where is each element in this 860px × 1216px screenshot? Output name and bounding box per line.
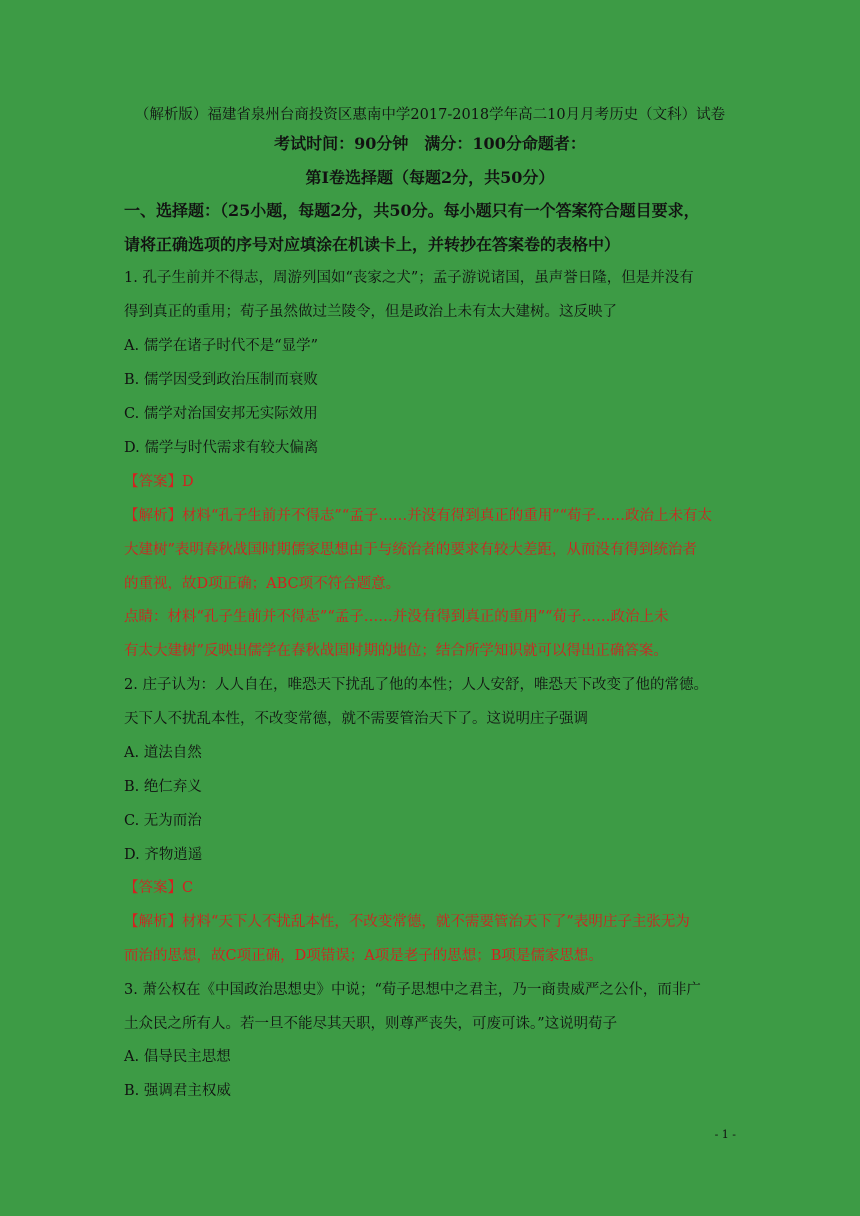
question-2-option-b: B. 绝仁弃义 bbox=[124, 779, 202, 795]
question-1-option-b: B. 儒学因受到政治压制而衰败 bbox=[124, 372, 318, 388]
question-2-answer: 【答案】C bbox=[124, 880, 194, 896]
question-3-option-b: B. 强调君主权威 bbox=[124, 1083, 231, 1099]
question-1-stem-line-2: 得到真正的重用；荀子虽然做过兰陵令，但是政治上未有太大建树。这反映了 bbox=[124, 304, 617, 320]
question-1-stem-line-1: 1. 孔子生前并不得志，周游列国如“丧家之犬”；孟子游说诸国，虽声誉日隆，但是并没有 bbox=[124, 270, 694, 286]
question-1-option-d: D. 儒学与时代需求有较大偏离 bbox=[124, 440, 319, 456]
question-1-option-c: C. 儒学对治国安邦无实际效用 bbox=[124, 406, 318, 422]
section-heading: 第Ⅰ卷选择题（每题2分，共50分） bbox=[305, 168, 555, 187]
question-3-stem-line-1: 3. 萧公权在《中国政治思想史》中说；“荀子思想中之君主，乃一商贵威严之公仆，而非广 bbox=[124, 982, 701, 998]
question-2-option-c: C. 无为而治 bbox=[124, 813, 202, 829]
document-title: （解析版）福建省泉州台商投资区惠南中学2017-2018学年高二10月月考历史（文科）试卷 bbox=[134, 107, 726, 123]
question-1-tip-line-1: 点睛：材料“孔子生前并不得志”“孟子……并没有得到真正的重用”“荀子……政治上未 bbox=[124, 609, 669, 625]
question-1-analysis-line-2: 大建树”表明春秋战国时期儒家思想由于与统治者的要求有较大差距，从而没有得到统治者 bbox=[124, 542, 697, 558]
question-2-analysis-line-1: 【解析】材料“天下人不扰乱本性，不改变常德，就不需要管治天下了”表明庄子主张无为 bbox=[124, 914, 690, 930]
instruction-line-2: 请将正确选项的序号对应填涂在机读卡上，并转抄在答案卷的表格中） bbox=[124, 235, 621, 254]
exam-info: 考试时间：90分钟 满分：100分命题者： bbox=[274, 134, 586, 153]
question-1-analysis-line-1: 【解析】材料“孔子生前并不得志”“孟子……并没有得到真正的重用”“荀子……政治上未有太 bbox=[124, 508, 713, 524]
question-2-option-d: D. 齐物逍遥 bbox=[124, 847, 203, 863]
question-3-stem-line-2: 土众民之所有人。若一旦不能尽其天职，则尊严丧失，可废可诛。”这说明荀子 bbox=[124, 1016, 618, 1032]
question-2-stem-line-1: 2. 庄子认为：人人自在，唯恐天下扰乱了他的本性；人人安舒，唯恐天下改变了他的常德。 bbox=[124, 677, 708, 693]
question-2-stem-line-2: 天下人不扰乱本性，不改变常德，就不需要管治天下了。这说明庄子强调 bbox=[124, 711, 588, 727]
page-number: - 1 - bbox=[714, 1128, 736, 1141]
question-1-answer: 【答案】D bbox=[124, 474, 194, 490]
question-1-analysis-line-3: 的重视，故D项正确；ABC项不符合题意。 bbox=[124, 576, 401, 592]
question-1-option-a: A. 儒学在诸子时代不是“显学” bbox=[124, 338, 319, 354]
question-2-option-a: A. 道法自然 bbox=[124, 745, 202, 761]
question-3-option-a: A. 倡导民主思想 bbox=[124, 1049, 231, 1065]
instruction-line-1: 一、选择题：（25小题，每题2分，共50分。每小题只有一个答案符合题目要求， bbox=[124, 201, 700, 220]
question-2-analysis-line-2: 而治的思想，故C项正确，D项错误；A项是老子的思想；B项是儒家思想。 bbox=[124, 948, 603, 964]
question-1-tip-line-2: 有太大建树”反映出儒学在春秋战国时期的地位；结合所学知识就可以得出正确答案。 bbox=[124, 643, 668, 659]
